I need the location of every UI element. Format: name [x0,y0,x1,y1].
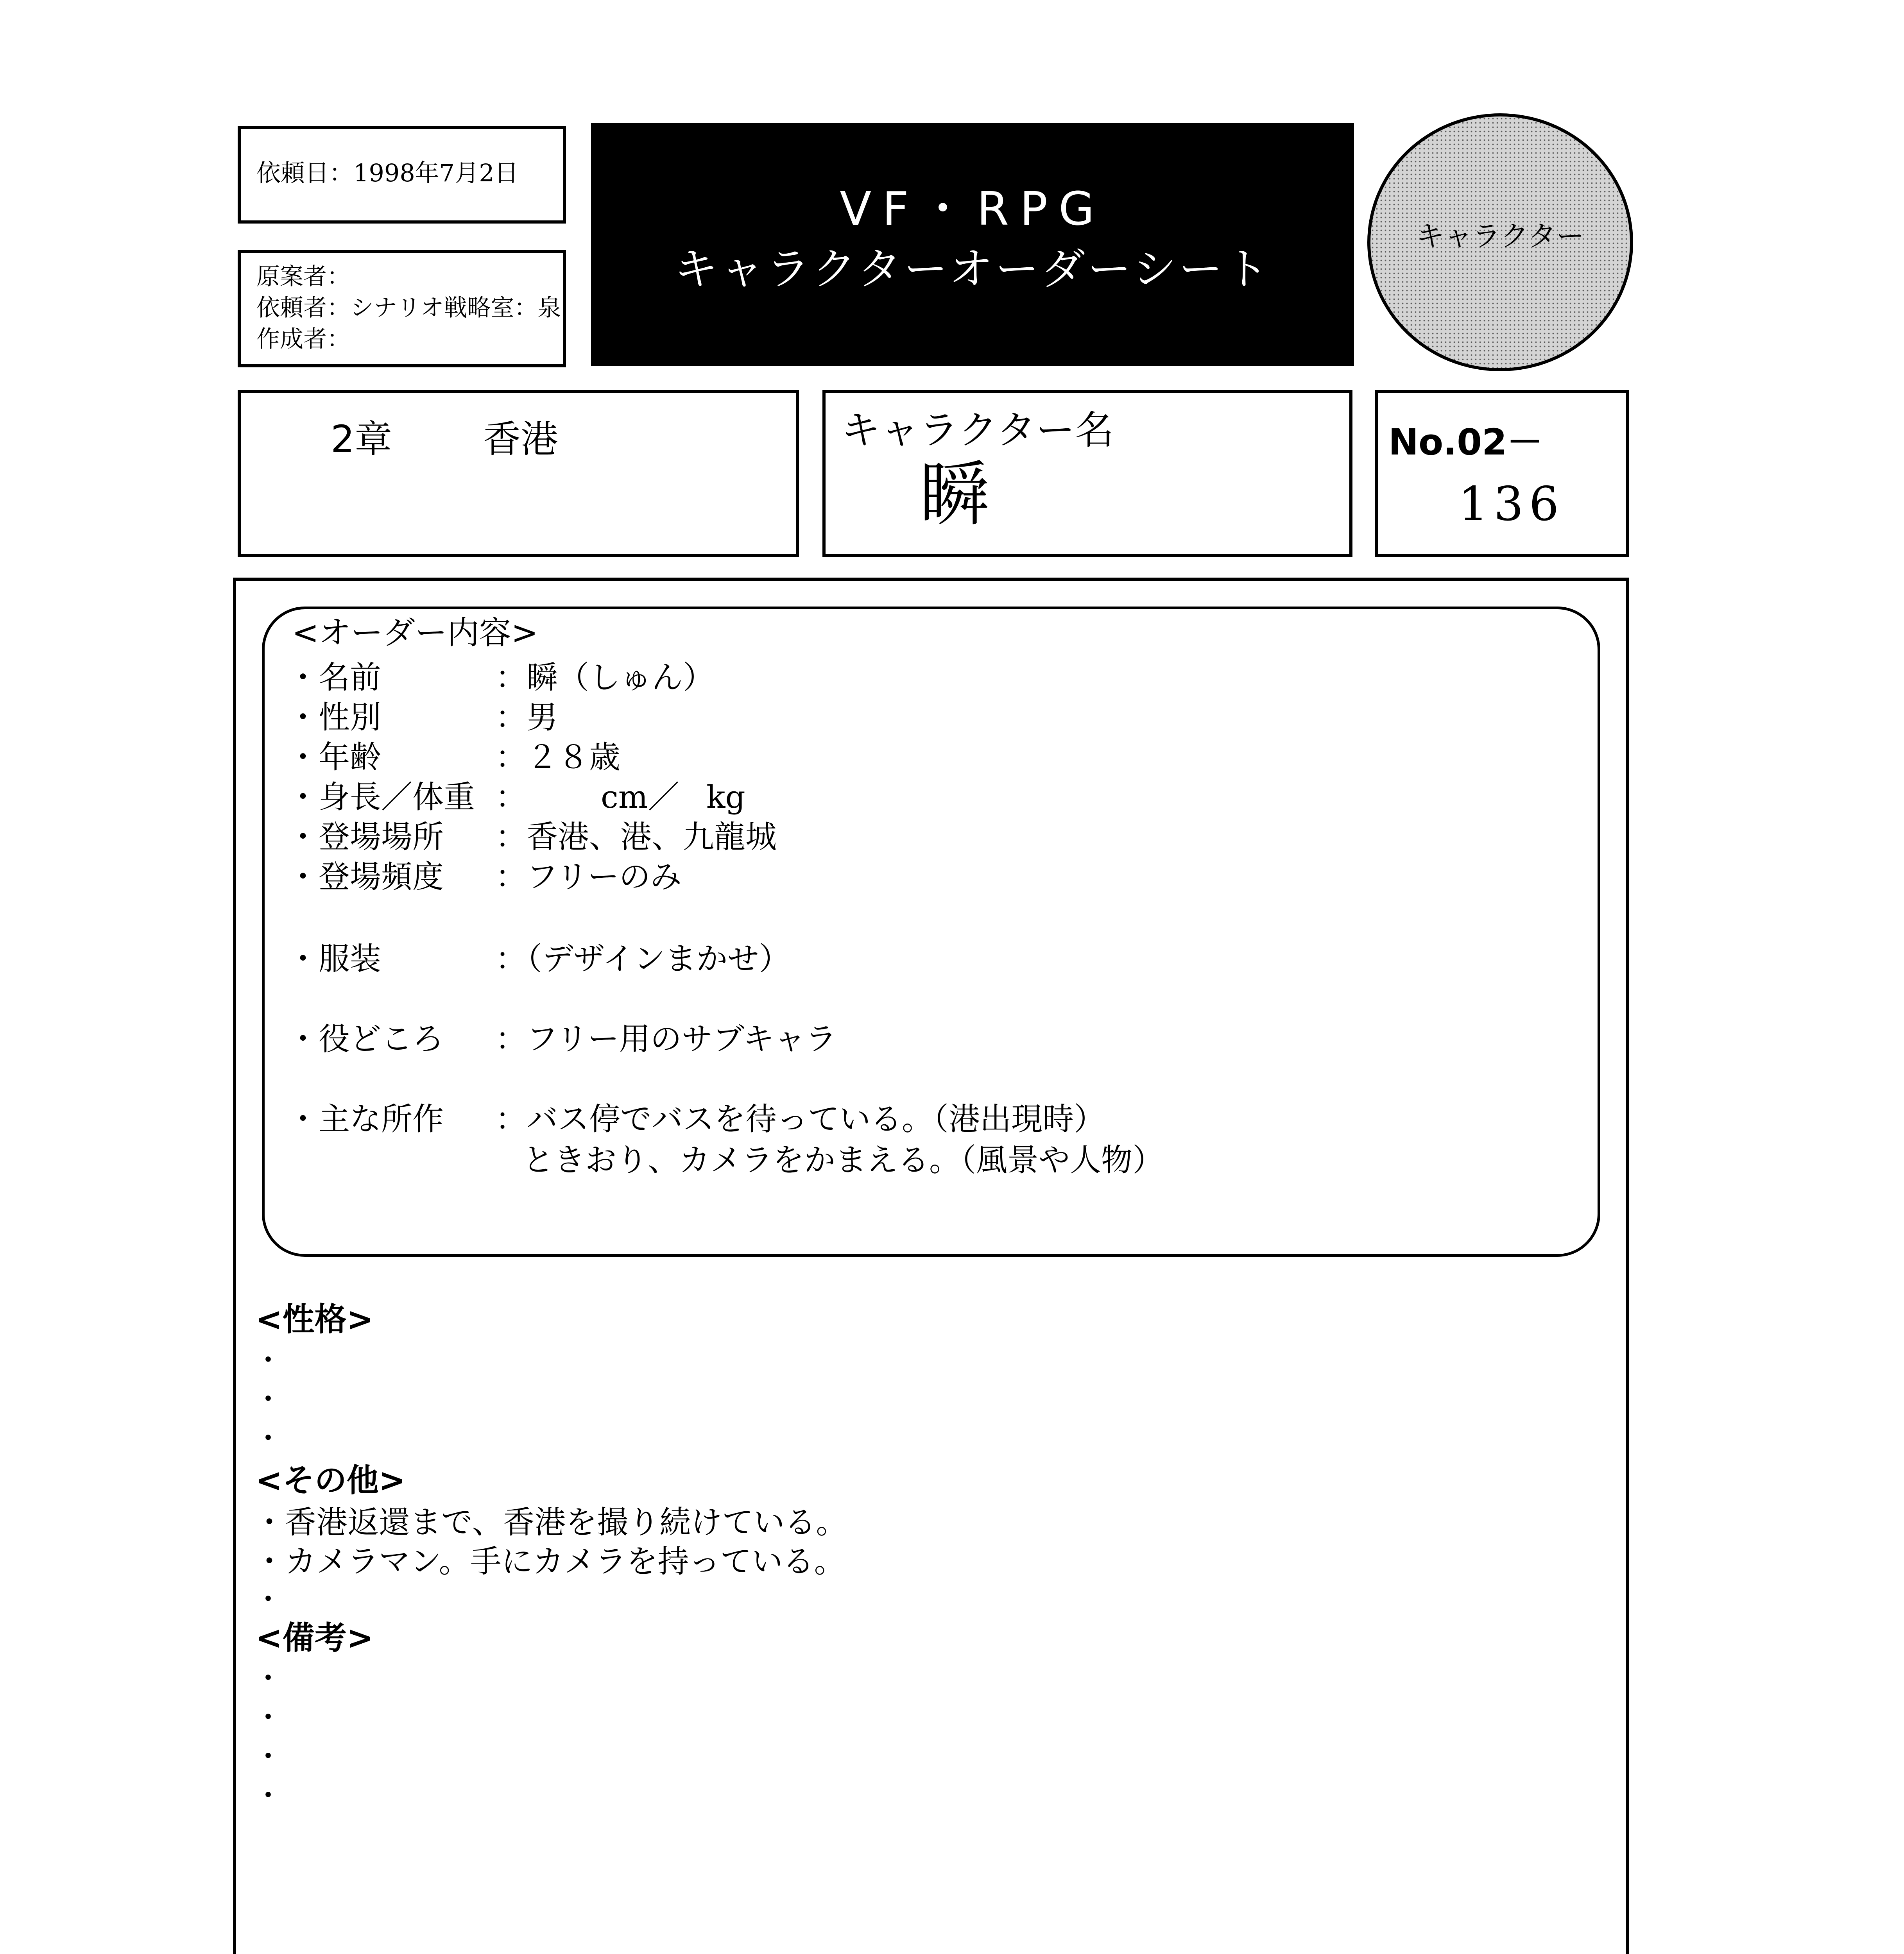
character-badge [1367,113,1633,371]
order-value-height-weight: ： [495,779,527,815]
remarks-heading: <備考> [256,1619,374,1657]
remarks-bullet-3: ・ [254,1740,283,1773]
chapter-box [238,390,799,557]
other-line-2: ・カメラマン。手にカメラを持っている。 [254,1543,845,1580]
weight-unit: kg [706,779,745,815]
order-label-gender: ・性別 [287,699,381,735]
order-value-actions-2: ときおり、カメラをかまえる。（風景や人物） [523,1142,1164,1178]
order-label-locations: ・登場場所 [287,819,444,855]
other-line-3: ・ [254,1583,283,1616]
sheet-number: 136 [1458,477,1565,531]
title-line2: キャラクターオーダーシート [674,244,1271,295]
remarks-bullet-2: ・ [254,1701,283,1734]
chapter-location: 香港 [483,417,558,461]
personality-bullet-2: ・ [254,1383,283,1416]
order-value-age: ：２８歳 [495,739,620,775]
requester: 依頼者：シナリオ戦略室：泉 [256,294,561,322]
creator: 作成者： [256,326,350,353]
order-label-frequency: ・登場頻度 [287,859,444,895]
order-label-name: ・名前 [287,659,381,696]
personality-bullet-3: ・ [254,1422,283,1455]
character-name: 瞬 [919,454,990,535]
order-value-frequency: ：フリーのみ [495,859,682,895]
sheet-number-box [1375,390,1629,557]
order-value-gender: ：男 [495,699,558,735]
title-line1: VF・RPG [840,182,1105,236]
title-banner [591,123,1354,366]
badge-label: キャラクター [1416,220,1585,252]
request-date-box [238,126,566,224]
proposer: 原案者： [256,263,350,290]
other-line-1: ・香港返還まで、香港を撮り続けている。 [254,1504,847,1541]
order-label-role: ・役どころ [287,1021,444,1057]
order-value-outfit: ：（デザインまかせ） [495,941,790,977]
order-heading: <オーダー内容> [292,614,538,651]
height-unit: cm／ [601,779,679,815]
sheet-number-label: No.02－ [1388,421,1543,463]
order-label-actions: ・主な所作 [287,1101,444,1137]
other-heading: <その他> [256,1462,406,1499]
remarks-bullet-1: ・ [254,1662,283,1695]
order-label-height-weight: ・身長／体重 [287,779,475,815]
order-box [262,607,1600,1257]
order-label-age: ・年齢 [287,739,381,775]
order-value-locations: ：香港、港、九龍城 [495,819,777,855]
chapter-number: 2章 [331,417,392,461]
remarks-bullet-4: ・ [254,1779,283,1813]
character-name-box [822,390,1352,557]
order-value-actions: ：バス停でバスを待っている。（港出現時） [495,1101,1105,1137]
personality-bullet-1: ・ [254,1344,283,1377]
order-value-name: ：瞬（しゅん） [495,659,714,696]
staff-box [238,250,566,367]
content-box [233,578,1629,1954]
request-date: 依頼日：1998年7月2日 [256,159,519,187]
personality-heading: <性格> [256,1301,374,1338]
order-label-outfit: ・服装 [287,941,381,977]
character-name-label: キャラクター名 [841,407,1114,453]
order-value-role: ：フリー用のサブキャラ [495,1021,837,1057]
